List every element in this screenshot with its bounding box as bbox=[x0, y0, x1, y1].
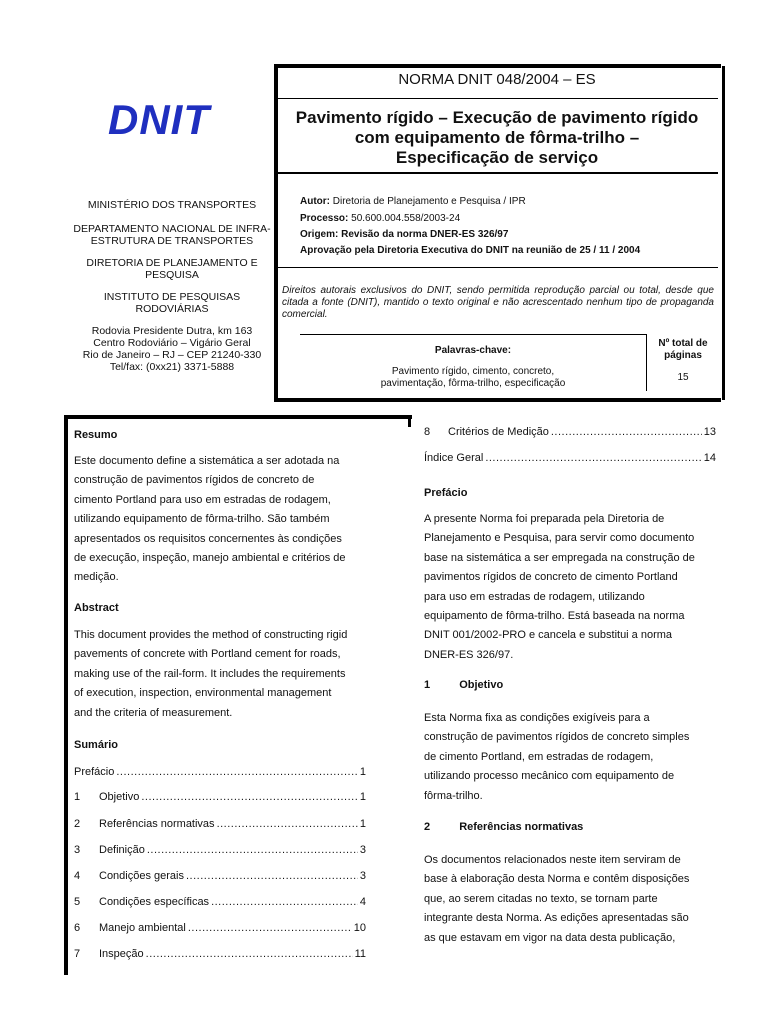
instituto bbox=[72, 291, 272, 315]
body-top-rule bbox=[64, 415, 412, 419]
toc-label: Condições específicas bbox=[99, 896, 210, 908]
toc-label: Inspeção bbox=[99, 948, 144, 960]
toc-number: 5 bbox=[74, 896, 81, 908]
body-left-rule bbox=[64, 415, 68, 975]
toc-leader bbox=[146, 948, 353, 960]
objetivo-line: utilizando processo mecânico com equipamento de bbox=[424, 770, 675, 783]
toc-item-condicoes-gerais[interactable] bbox=[74, 870, 366, 882]
departamento-line-1: DEPARTAMENTO NACIONAL DE INFRA- bbox=[73, 223, 271, 235]
keywords bbox=[300, 366, 646, 390]
title-line-3: Especificação de serviço bbox=[395, 148, 599, 167]
toc-number: 4 bbox=[74, 870, 81, 882]
referencias-line: Os documentos relacionados neste item serviram de bbox=[424, 854, 681, 866]
autor-value: Diretoria de Planejamento e Pesquisa / IPR bbox=[332, 196, 526, 207]
copyright-notice: Direitos autorais exclusivos do DNIT, sendo permitida reprodução parcial ou total, desde que citada a fonte (DNIT), mantido o texto original e não acrescentado nenhum tipo de propaganda comercial. bbox=[282, 285, 714, 320]
departamento bbox=[72, 223, 272, 247]
body-right-tick bbox=[408, 415, 411, 427]
toc-page: 1 bbox=[359, 791, 366, 803]
toc-label: Objetivo bbox=[99, 791, 140, 803]
toc-page: 11 bbox=[354, 948, 366, 960]
ministerio: MINISTÉRIO DOS TRANSPORTES bbox=[87, 199, 257, 211]
toc-page: 14 bbox=[703, 452, 716, 464]
toc-number: 3 bbox=[74, 844, 81, 856]
resumo-line: cimento Portland para uso em estradas de rodagem, bbox=[74, 493, 331, 506]
section-title: Referências normativas bbox=[459, 821, 584, 833]
section-number: 2 bbox=[424, 821, 431, 833]
resumo-line: apresentados os requisitos concernentes às condições bbox=[74, 532, 342, 545]
dnit-logo: DNIT bbox=[108, 96, 210, 143]
toc-number: 2 bbox=[74, 818, 81, 830]
abstract-heading: Abstract bbox=[74, 602, 119, 614]
toc-item-manejo-ambiental[interactable] bbox=[74, 922, 366, 934]
toc-page: 1 bbox=[359, 766, 366, 778]
toc-label: Manejo ambiental bbox=[99, 922, 186, 934]
keywords-line-1: Pavimento rígido, cimento, concreto, bbox=[391, 366, 555, 377]
aprovacao-text: Aprovação pela Diretoria Executiva do DNIT na reunião de 25 / 11 / 2004 bbox=[300, 245, 641, 256]
toc-label: Prefácio bbox=[74, 766, 115, 778]
autor bbox=[300, 196, 526, 208]
objetivo-line: de cimento Portland, em estradas de rodagem, bbox=[424, 750, 654, 763]
meta-divider bbox=[278, 267, 718, 268]
diretoria bbox=[72, 257, 272, 281]
toc-leader bbox=[551, 426, 702, 438]
prefacio-line: DNIT 001/2002-PRO e cancela e substitui a norma bbox=[424, 629, 673, 642]
objetivo-heading bbox=[424, 679, 503, 691]
prefacio-line: A presente Norma foi preparada pela Diretoria de bbox=[424, 513, 665, 525]
keywords-line-2: pavimentação, fôrma-trilho, especificação bbox=[380, 378, 566, 389]
keywords-label: Palavras-chave: bbox=[434, 345, 512, 356]
total-pages-label-line-1: Nº total de bbox=[658, 338, 708, 349]
objetivo-text bbox=[424, 709, 716, 806]
objetivo-line: fôrma-trilho. bbox=[424, 789, 483, 802]
title-line-2: com equipamento de fôrma-trilho – bbox=[354, 128, 640, 147]
abstract-text bbox=[74, 626, 366, 723]
toc-leader bbox=[485, 452, 701, 464]
prefacio-line: para uso em estradas de rodagem, utilizando bbox=[424, 590, 645, 603]
resumo-text bbox=[74, 452, 366, 588]
toc-page: 13 bbox=[703, 426, 716, 438]
prefacio-heading: Prefácio bbox=[424, 487, 468, 499]
abstract-line: and the criteria of measurement. bbox=[74, 706, 233, 719]
toc-item-prefacio[interactable] bbox=[74, 766, 366, 778]
autor-label: Autor: bbox=[300, 196, 330, 207]
abstract-line: of execution, inspection, environmental management bbox=[74, 687, 332, 700]
toc-leader bbox=[217, 818, 358, 830]
prefacio-line: pavimentos rígidos de concreto de cimento Portland bbox=[424, 571, 678, 584]
referencias-line: base à elaboração desta Norma e contêm disposições bbox=[424, 873, 690, 886]
toc-leader bbox=[116, 766, 358, 778]
toc-page: 3 bbox=[359, 870, 366, 882]
toc-item-objetivo[interactable] bbox=[74, 791, 366, 803]
toc-item-indice-geral[interactable] bbox=[424, 452, 716, 464]
toc-page: 10 bbox=[353, 922, 366, 934]
resumo-line: medição. bbox=[74, 571, 119, 584]
total-pages-value: 15 bbox=[677, 372, 689, 383]
origem-text: Origem: Revisão da norma DNER-ES 326/97 bbox=[300, 229, 509, 240]
toc-label: Critérios de Medição bbox=[448, 426, 549, 438]
endereco bbox=[72, 325, 272, 373]
toc-number: 7 bbox=[74, 948, 81, 960]
toc-item-inspecao[interactable] bbox=[74, 948, 366, 960]
instituto-line-2: RODOVIÁRIAS bbox=[135, 303, 209, 315]
toc-page: 3 bbox=[359, 844, 366, 856]
aprovacao bbox=[300, 245, 640, 257]
endereco-line-4: Tel/fax: (0xx21) 3371-5888 bbox=[109, 361, 235, 373]
toc-item-referencias[interactable] bbox=[74, 818, 366, 830]
norma-number: NORMA DNIT 048/2004 – ES bbox=[398, 71, 596, 88]
section-number: 1 bbox=[424, 679, 431, 691]
endereco-line-2: Centro Rodoviário – Vigário Geral bbox=[93, 337, 251, 349]
toc-leader bbox=[211, 896, 358, 908]
toc-page: 4 bbox=[359, 896, 366, 908]
processo bbox=[300, 213, 460, 225]
referencias-text bbox=[424, 851, 716, 948]
referencias-heading bbox=[424, 821, 583, 833]
resumo-heading: Resumo bbox=[74, 429, 118, 441]
toc-item-condicoes-especificas[interactable] bbox=[74, 896, 366, 908]
toc-page: 1 bbox=[359, 818, 366, 830]
document-title bbox=[278, 108, 716, 168]
resumo-line: utilizando equipamento de fôrma-trilho. São também bbox=[74, 513, 330, 526]
section-title: Objetivo bbox=[459, 679, 504, 691]
departamento-line-2: ESTRUTURA DE TRANSPORTES bbox=[90, 235, 254, 247]
prefacio-line: DNER-ES 326/97. bbox=[424, 648, 514, 661]
toc-number: 1 bbox=[74, 791, 81, 803]
prefacio-line: Planejamento e Pesquisa, para servir como documento bbox=[424, 532, 695, 545]
total-pages-label-line-2: páginas bbox=[664, 350, 702, 361]
toc-label: Referências normativas bbox=[99, 818, 215, 830]
toc-number: 8 bbox=[424, 426, 431, 438]
prefacio-line: base na sistemática a ser empregada na construção de bbox=[424, 551, 695, 564]
resumo-line: Este documento define a sistemática a ser adotada na bbox=[74, 455, 340, 467]
header-divider bbox=[278, 98, 718, 99]
title-divider bbox=[278, 172, 718, 174]
toc-leader bbox=[188, 922, 352, 934]
instituto-line-1: INSTITUTO DE PESQUISAS bbox=[103, 291, 241, 303]
resumo-line: construção de pavimentos rígidos de concreto de bbox=[74, 474, 315, 487]
toc-item-criterios-medicao[interactable] bbox=[424, 426, 716, 438]
origem bbox=[300, 229, 508, 241]
prefacio-text bbox=[424, 510, 716, 665]
referencias-line: as que estavam em vigor na data desta publicação, bbox=[424, 931, 676, 944]
endereco-line-1: Rodovia Presidente Dutra, km 163 bbox=[91, 325, 253, 337]
endereco-line-3: Rio de Janeiro – RJ – CEP 21240-330 bbox=[82, 349, 262, 361]
toc-item-definicao[interactable] bbox=[74, 844, 366, 856]
processo-label: Processo: bbox=[300, 213, 349, 224]
toc-label: Definição bbox=[99, 844, 145, 856]
toc-leader bbox=[186, 870, 358, 882]
toc-label: Condições gerais bbox=[99, 870, 184, 882]
total-pages-label bbox=[648, 338, 718, 362]
title-line-1: Pavimento rígido – Execução de pavimento rígido bbox=[295, 108, 699, 127]
resumo-line: de execução, inspeção, manejo ambiental e critérios de bbox=[74, 552, 346, 565]
objetivo-line: construção de pavimentos rígidos de concreto simples bbox=[424, 731, 690, 744]
objetivo-line: Esta Norma fixa as condições exigíveis para a bbox=[424, 712, 650, 724]
diretoria-line-2: PESQUISA bbox=[145, 269, 199, 281]
abstract-line: This document provides the method of constructing rigid bbox=[74, 629, 348, 641]
toc-leader bbox=[147, 844, 358, 856]
toc-leader bbox=[141, 791, 358, 803]
header-bottom-rule bbox=[274, 398, 721, 402]
toc-number: 6 bbox=[74, 922, 81, 934]
toc-label: Índice Geral bbox=[424, 452, 484, 464]
referencias-line: que, ao serem citadas no texto, se tornam parte bbox=[424, 892, 658, 905]
referencias-line: integrante desta Norma. As edições apresentadas são bbox=[424, 912, 689, 925]
sumario-heading: Sumário bbox=[74, 739, 119, 751]
abstract-line: making use of the rail-form. It includes the requirements bbox=[74, 667, 346, 680]
prefacio-line: equipamento de fôrma-trilho. Está baseada na norma bbox=[424, 610, 685, 623]
diretoria-line-1: DIRETORIA DE PLANEJAMENTO E bbox=[86, 257, 258, 269]
processo-value: 50.600.004.558/2003-24 bbox=[351, 213, 461, 224]
abstract-line: pavements of concrete with Portland cement for roads, bbox=[74, 648, 341, 661]
